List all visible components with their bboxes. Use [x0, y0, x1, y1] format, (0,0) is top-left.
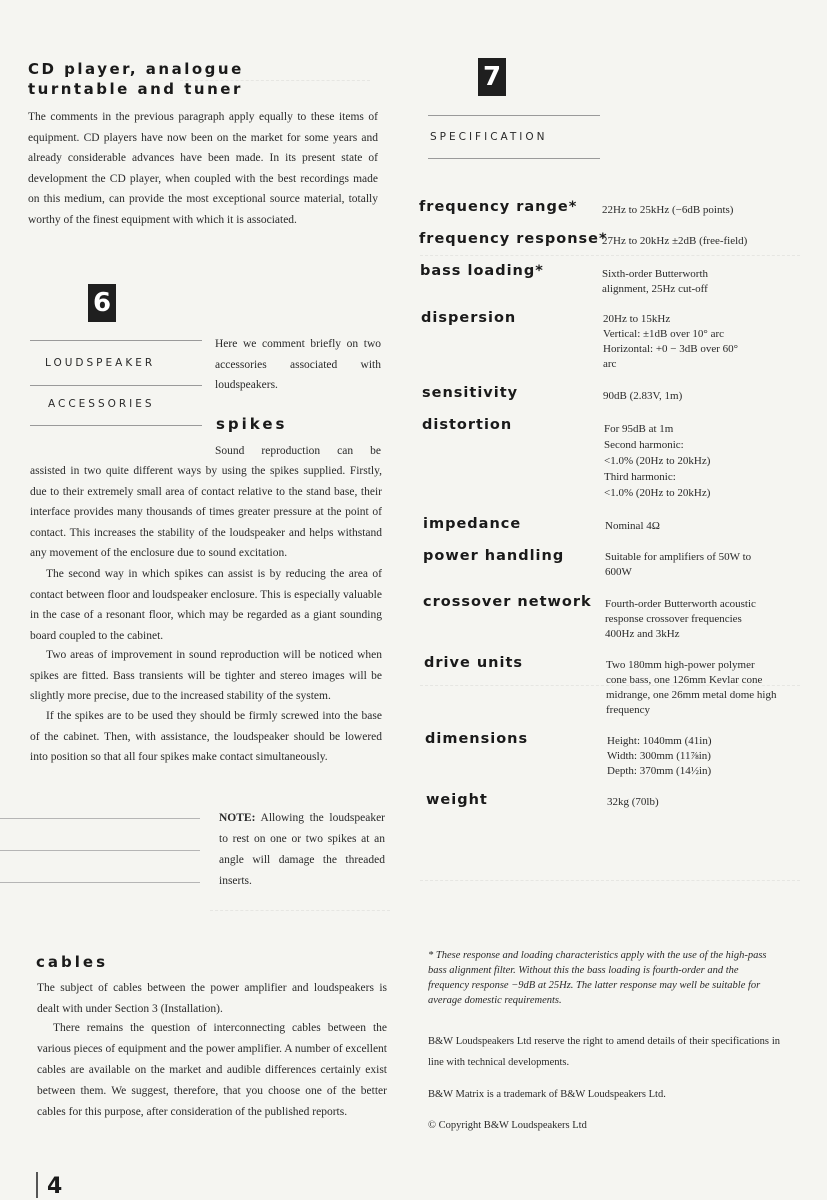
spec-value-dispersion: 20Hz to 15kHz Vertical: ±1dB over 10° arc Horizontal: +0 − 3dB over 60° arc — [603, 313, 739, 370]
section-6-rule-mid — [30, 385, 202, 386]
spikes-paragraph-4: If the spikes are to be used they should be firmly screwed into the base of the cabinet. Then, with assistance, the loudspeaker should be lowered into position so that all four spikes make contact simultaneously. — [30, 710, 382, 763]
cables-paragraph-2: There remains the question of interconnecting cables between the various pieces of equipment and the power amplifier. A number of excellent cables are available on the market and audible differences certainly exist between them. We suggest, therefore, that you choose one of the better cables for this purpose, after consideration of the published reports. — [37, 1022, 387, 1118]
spec-term-dimensions: dimensions — [425, 731, 529, 747]
section-7-label: SPECIFICATION — [430, 131, 548, 143]
spikes-paragraph-2: The second way in which spikes can assist is by reducing the area of contact between floor and loudspeaker enclosure. This is especially valuable in the case of a resonant floor, which may be regarded as a giant sounding board coupled to the cabinet. — [30, 568, 382, 642]
spec-value-dimensions: Height: 1040mm (41in) Width: 300mm (11⅞in) Depth: 370mm (14½in) — [607, 735, 712, 777]
cd-title-line1: CD player, analogue — [28, 60, 244, 78]
spec-term-dispersion: dispersion — [421, 310, 517, 326]
rights-notice: B&W Loudspeakers Ltd reserve the right to amend details of their specifications in line with technical developments. — [428, 1036, 780, 1068]
spec-footnote: * These response and loading characteristics apply with the use of the high-pass bass alignment filter. Without this the bass loading is fourth-order and the frequency response −9dB at 25Hz. The latter response may well be suitable for average domestic requirements. — [428, 950, 767, 1006]
spec-term-sensitivity: sensitivity — [422, 385, 519, 401]
spec-value-impedance: Nominal 4Ω — [605, 520, 660, 532]
spec-term-bass-loading: bass loading* — [420, 263, 544, 279]
spec-value-bass-loading: Sixth-order Butterworth alignment, 25Hz cut-off — [602, 268, 709, 295]
spec-value-power-handling: Suitable for amplifiers of 50W to 600W — [605, 551, 752, 578]
spikes-title: spikes — [216, 415, 288, 433]
spec-term-distortion: distortion — [422, 417, 513, 433]
section-7-rule-bottom — [428, 158, 600, 159]
spec-value-frequency-response: 27Hz to 20kHz ±2dB (free-field) — [602, 235, 748, 247]
spec-term-drive-units: drive units — [424, 655, 524, 671]
spec-term-impedance: impedance — [423, 516, 522, 532]
cd-title-line2: turntable and tuner — [28, 80, 243, 98]
spec-value-weight: 32kg (70lb) — [607, 796, 659, 808]
spikes-note — [219, 808, 385, 892]
cd-paragraph: The comments in the previous paragraph apply equally to these items of equipment. CD players have now been on the market for some years and already considerable advances have been made. In its present state of development the CD player, when coupled with the best recordings made on this medium, can provide the most exceptional source material, totally worthy of the finest equipment with which it is associated. — [28, 111, 378, 226]
section-6-number: 6 — [88, 284, 116, 322]
cables-title: cables — [36, 953, 108, 971]
spec-term-frequency-range: frequency range* — [419, 199, 578, 215]
section-6-label-line2: ACCESSORIES — [48, 398, 155, 410]
spec-term-crossover-network: crossover network — [423, 594, 592, 610]
spikes-paragraph-1: assisted in two quite different ways by using the spikes supplied. Firstly, due to their extremely small area of contact relative to the stand base, their interface provides many thousands of times greater pressure at the point of contact. This increases the stability of the loudspeaker and helps withstand any movement of the enclosure due to sound excitation. — [30, 465, 382, 559]
copyright-notice: © Copyright B&W Loudspeakers Ltd — [428, 1120, 587, 1131]
section-6-label-line1: LOUDSPEAKER — [45, 357, 156, 369]
spec-term-weight: weight — [426, 792, 488, 808]
cables-paragraph-1: The subject of cables between the power amplifier and loudspeakers is dealt with under Section 3 (Installation). — [37, 982, 387, 1015]
note-label: NOTE: — [219, 812, 256, 824]
note-rule-3 — [0, 882, 200, 883]
spikes-first-line: Sound reproduction can be — [215, 445, 381, 457]
section-7-rule-top — [428, 115, 600, 116]
spec-value-distortion: For 95dB at 1m Second harmonic: <1.0% (20Hz to 20kHz) Third harmonic: <1.0% (20Hz to 20kHz) — [604, 423, 711, 499]
spikes-paragraph-3: Two areas of improvement in sound reproduction will be noticed when spikes are fitted. Bass transients will be tighter and stereo images will be slightly more precise, due to the increased stability of the system. — [30, 649, 382, 702]
trademark-notice: B&W Matrix is a trademark of B&W Loudspeakers Ltd. — [428, 1089, 666, 1100]
accessories-intro: Here we comment briefly on two accessories associated with loudspeakers. — [215, 338, 381, 391]
page-number-bar — [36, 1172, 38, 1198]
spec-term-frequency-response: frequency response* — [419, 231, 608, 247]
note-rule-2 — [0, 850, 200, 851]
spec-term-power-handling: power handling — [423, 548, 565, 564]
section-7-number: 7 — [478, 58, 506, 96]
spec-value-drive-units: Two 180mm high-power polymer cone bass, one 126mm Kevlar cone midrange, one 26mm metal dome high frequency — [606, 659, 777, 716]
section-6-rule-bottom — [30, 425, 202, 426]
section-6-rule-top — [30, 340, 202, 341]
spec-value-frequency-range: 22Hz to 25kHz (−6dB points) — [602, 204, 734, 216]
note-rule-1 — [0, 818, 200, 819]
spec-value-sensitivity: 90dB (2.83V, 1m) — [603, 390, 683, 402]
note-text: Allowing the loudspeaker to rest on one or two spikes at an angle will damage the threaded inserts. — [219, 812, 385, 887]
spec-value-crossover-network: Fourth-order Butterworth acoustic response crossover frequencies 400Hz and 3kHz — [605, 598, 756, 640]
cd-section-title — [28, 59, 244, 99]
page-number: 4 — [47, 1174, 63, 1199]
